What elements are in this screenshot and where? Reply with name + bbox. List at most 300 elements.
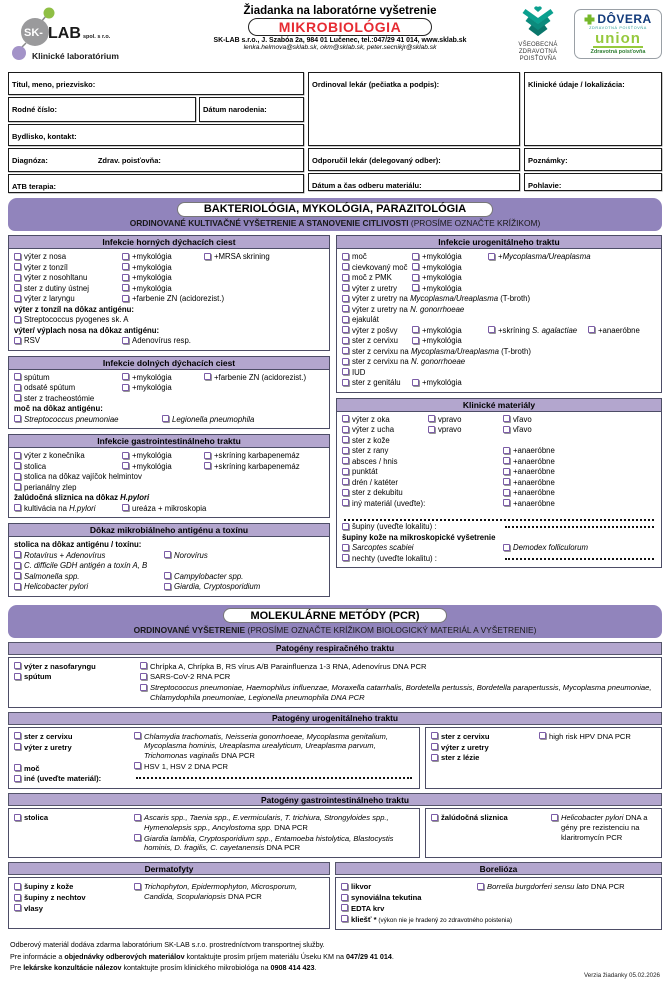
dotted-line — [344, 515, 654, 521]
option-label: výter z nasofaryngu — [24, 661, 96, 671]
option-row — [339, 457, 659, 467]
checkbox[interactable] — [140, 673, 147, 680]
checkbox[interactable] — [122, 295, 129, 302]
checkbox[interactable] — [14, 373, 21, 380]
option-label: výter z uretry na N. gonorrhoeae — [352, 304, 465, 314]
option-row — [11, 483, 327, 493]
option-label: +anaeróbne — [513, 467, 555, 476]
section-title: Dôkaz mikrobiálneho antigénu a toxínu — [9, 524, 329, 537]
field-address-label: Bydlisko, kontakt: — [12, 132, 77, 141]
svg-text:SK-: SK- — [24, 27, 43, 39]
option-label: moč — [24, 763, 40, 773]
checkbox[interactable] — [342, 274, 349, 281]
option-label: výter z ucha — [352, 425, 395, 434]
checkbox[interactable] — [503, 489, 510, 496]
option-label: +anaeróbne — [513, 477, 555, 487]
svg-text:spol. s r.o.: spol. s r.o. — [83, 34, 111, 40]
option-label: +anaeróbne — [598, 325, 640, 335]
option-row — [140, 672, 656, 682]
checkbox[interactable] — [341, 904, 348, 911]
section-title: Infekcie dolných dýchacích ciest — [9, 357, 329, 370]
option-row — [14, 813, 126, 823]
option-row — [14, 662, 132, 672]
checkbox[interactable] — [134, 732, 141, 739]
checkbox[interactable] — [342, 499, 349, 506]
field-atb-label: ATB terapia: — [12, 182, 57, 191]
checkbox[interactable] — [342, 436, 349, 443]
checkbox[interactable] — [428, 415, 435, 422]
sklab-logo — [8, 5, 176, 67]
option-row — [11, 472, 327, 482]
checkbox[interactable] — [14, 263, 21, 270]
option-label: +mykológia — [132, 451, 172, 460]
checkbox[interactable] — [428, 426, 435, 433]
checkbox[interactable] — [431, 754, 438, 761]
checkbox[interactable] — [14, 504, 21, 511]
option-label: stolica — [24, 461, 47, 471]
panel-urogenital — [336, 235, 662, 393]
option-row — [11, 561, 327, 571]
panel-upper-respiratory — [8, 235, 330, 351]
dovera-subtitle: ZDRAVOTNÁ POISŤOVŇA — [589, 26, 647, 30]
checkbox[interactable] — [14, 384, 21, 391]
option-label: ster z rany — [352, 446, 389, 455]
option-row — [339, 305, 659, 315]
option-row — [339, 315, 659, 325]
option-label: odsaté spútum — [24, 383, 76, 392]
option-label: +mykológia — [422, 252, 462, 261]
checkbox[interactable] — [14, 316, 21, 323]
checkbox[interactable] — [122, 384, 129, 391]
checkbox[interactable] — [14, 743, 21, 750]
checkbox[interactable] — [341, 894, 348, 901]
checkbox[interactable] — [204, 253, 211, 260]
checkbox[interactable] — [14, 583, 21, 590]
option-row — [14, 774, 126, 784]
checkbox[interactable] — [134, 834, 141, 841]
checkbox[interactable] — [477, 883, 484, 890]
option-label: +MRSA skrining — [214, 252, 270, 261]
option-label: výter z nosohltanu — [24, 273, 88, 282]
checkbox[interactable] — [164, 572, 171, 579]
option-row — [431, 743, 531, 753]
option-label: +mykológia — [422, 262, 462, 272]
option-label: punktát — [352, 467, 378, 476]
bacteriology-banner — [8, 198, 662, 231]
option-row — [339, 347, 659, 357]
form-version: Verzia žiadanky 05.02.2026 — [583, 972, 660, 980]
field-doctor-label: Ordinoval lekár (pečiatka a podpis): — [312, 80, 440, 89]
checkbox[interactable] — [140, 662, 147, 669]
pcr-gastro-left-box — [8, 808, 420, 858]
field-atb-therapy[interactable] — [8, 174, 304, 193]
checkbox[interactable] — [164, 551, 171, 558]
option-row — [11, 315, 327, 325]
vzp-icon — [516, 5, 560, 37]
option-row — [341, 914, 513, 926]
checkbox[interactable] — [14, 894, 21, 901]
checkbox[interactable] — [204, 373, 211, 380]
section-title: Infekcie urogenitálneho traktu — [337, 236, 661, 249]
checkbox[interactable] — [431, 814, 438, 821]
checkbox[interactable] — [342, 426, 349, 433]
option-row — [11, 273, 327, 283]
panel-lower-respiratory — [8, 356, 330, 430]
checkbox[interactable] — [503, 426, 510, 433]
option-row — [339, 263, 659, 273]
checkbox[interactable] — [14, 764, 21, 771]
option-label: +farbenie ZN (acidorezist.) — [214, 372, 307, 382]
checkbox[interactable] — [14, 883, 21, 890]
field-ordering-doctor[interactable] — [308, 72, 520, 146]
option-row — [11, 305, 327, 315]
option-row — [11, 326, 327, 336]
checkbox[interactable] — [412, 263, 419, 270]
option-label: vľavo — [513, 414, 532, 424]
field-birth-date-label: Dátum narodenia: — [203, 105, 267, 114]
option-label: +mykológia — [132, 273, 172, 282]
option-label: iné (uveďte materiál): — [24, 774, 102, 784]
checkbox[interactable] — [412, 379, 419, 386]
option-row — [339, 357, 659, 367]
option-row — [134, 732, 414, 761]
panel-antigen-toxin — [8, 523, 330, 597]
field-birth-date[interactable] — [199, 97, 304, 122]
checkbox[interactable] — [342, 379, 349, 386]
option-label: Adenovírus resp. — [132, 336, 191, 345]
field-name-label: Titul, meno, priezvisko: — [12, 80, 96, 89]
checkbox[interactable] — [342, 489, 349, 496]
option-row — [11, 252, 327, 262]
checkbox[interactable] — [122, 452, 129, 459]
checkbox[interactable] — [204, 462, 211, 469]
checkbox[interactable] — [341, 883, 348, 890]
pcr-respiratory-title: Patogény respiračného traktu — [8, 642, 662, 655]
option-label: C. difficile GDH antigén a toxín A, B — [24, 561, 148, 570]
dotted-line — [505, 522, 654, 528]
option-label: výter z uretry na Mycoplasma/Ureaplasma (T-broth) — [352, 294, 531, 303]
checkbox[interactable] — [342, 316, 349, 323]
header-center — [176, 5, 504, 51]
pcr-urogenital-group — [8, 712, 662, 790]
checkbox[interactable] — [122, 274, 129, 281]
checkbox[interactable] — [164, 583, 171, 590]
pcr-dermatophytes-box — [8, 877, 330, 929]
checkbox[interactable] — [134, 883, 141, 890]
checkbox[interactable] — [539, 732, 546, 739]
checkbox[interactable] — [14, 253, 21, 260]
option-row — [431, 753, 531, 763]
section-title: Klinické materiály — [337, 399, 661, 412]
checkbox[interactable] — [341, 915, 348, 922]
option-label: +mykológia — [132, 262, 172, 272]
pcr-urogenital-right-box — [425, 727, 662, 790]
option-row — [11, 572, 327, 582]
checkbox[interactable] — [122, 462, 129, 469]
option-label: +farbenie ZN (acidorezist.) — [132, 294, 225, 303]
checkbox[interactable] — [503, 499, 510, 506]
option-row — [339, 446, 659, 456]
option-label: high risk HPV DNA PCR — [549, 731, 631, 741]
option-label: perianálny zlep — [24, 482, 77, 492]
checkbox[interactable] — [503, 447, 510, 454]
checkbox[interactable] — [14, 732, 21, 739]
option-row — [134, 762, 414, 772]
option-label: +mykológia — [422, 273, 462, 282]
checkbox[interactable] — [14, 284, 21, 291]
field-birth-number-label: Rodné číslo: — [12, 105, 58, 114]
panel-gastrointestinal — [8, 434, 330, 518]
field-collection-label: Dátum a čas odberu materiálu: — [312, 181, 422, 190]
checkbox[interactable] — [342, 347, 349, 354]
checkbox[interactable] — [14, 483, 21, 490]
option-row — [134, 773, 414, 779]
option-row — [140, 662, 656, 672]
option-row — [339, 522, 659, 532]
checkbox[interactable] — [342, 457, 349, 464]
field-address[interactable] — [8, 124, 304, 146]
option-row — [11, 373, 327, 383]
bacteriology-banner-subtitle: ORDINOVANÉ KULTIVAČNÉ VYŠETRENIE A STANOVENIE CITLIVOSTI (PROSÍME OZNAČTE KRÍŽIKOM) — [129, 218, 541, 228]
field-collection-datetime[interactable] — [308, 173, 520, 191]
checkbox[interactable] — [134, 814, 141, 821]
option-row — [11, 551, 327, 561]
footer-line-1: Odberový materiál dodáva zdarma laboratórium SK-LAB s.r.o. prostredníctvom transportnej služby. — [10, 940, 325, 950]
option-label: ster z cervixu na N. gonorrhoeae — [352, 357, 466, 366]
option-label: výter z uretry — [352, 283, 398, 293]
program-badge: MIKROBIOLÓGIA — [248, 18, 432, 36]
checkbox[interactable] — [122, 253, 129, 260]
option-row — [339, 554, 659, 564]
checkbox[interactable] — [551, 814, 558, 821]
checkbox[interactable] — [134, 762, 141, 769]
footer-line-2: Pre informácie a objednávky odberových materiálov kontaktujte prosím príjem materiálu Úseku KM na 047/29 41 014. — [10, 951, 394, 961]
checkbox[interactable] — [14, 572, 21, 579]
checkbox[interactable] — [14, 337, 21, 344]
option-label: šupiny (uveďte lokalitu) : — [352, 522, 437, 531]
checkbox[interactable] — [14, 904, 21, 911]
option-label: ster z cervixu — [24, 731, 73, 741]
pcr-banner — [8, 605, 662, 638]
option-row — [14, 672, 132, 682]
checkbox[interactable] — [342, 554, 349, 561]
option-label: Salmonella spp. — [24, 571, 80, 581]
checkbox[interactable] — [122, 504, 129, 511]
checkbox[interactable] — [14, 814, 21, 821]
pcr-derma-borrelia-row — [8, 862, 662, 930]
option-row — [431, 732, 531, 742]
option-label: +Mycoplasma/Ureaplasma — [498, 252, 591, 261]
checkbox[interactable] — [431, 732, 438, 739]
option-label: +anaeróbne — [513, 456, 555, 466]
option-row — [11, 582, 327, 592]
option-label: +mykológia — [422, 378, 462, 387]
field-name[interactable] — [8, 72, 304, 95]
pcr-gastro-title: Patogény gastrointestinálneho traktu — [8, 793, 662, 806]
checkbox[interactable] — [342, 284, 349, 291]
option-label: žalúdočná sliznica — [441, 813, 508, 823]
checkbox[interactable] — [122, 337, 129, 344]
checkbox[interactable] — [162, 415, 169, 422]
vzp-text: VŠEOBECNÁ ZDRAVOTNÁ POISŤOVŇA — [518, 42, 558, 62]
option-label: Giardia lamblia, Cryptosporidium spp., Entamoeba histolytica, Blastocystis hominis, D. fragilis, C. cayetanensis DNA PCR — [144, 833, 394, 853]
field-diagnosis[interactable] — [8, 148, 304, 172]
checkbox[interactable] — [503, 544, 510, 551]
field-sex[interactable] — [524, 173, 662, 191]
option-row — [11, 394, 327, 404]
checkbox[interactable] — [342, 478, 349, 485]
checkbox[interactable] — [412, 274, 419, 281]
option-label: +anaeróbne — [513, 488, 555, 497]
checkbox[interactable] — [342, 263, 349, 270]
checkbox[interactable] — [342, 415, 349, 422]
option-label: +mykológia — [132, 383, 172, 392]
option-label: Giardia, Cryptosporidium — [174, 582, 261, 591]
option-label: ureáza + mikroskopia — [132, 503, 207, 513]
checkbox[interactable] — [14, 274, 21, 281]
option-label: Norovírus — [174, 550, 208, 560]
option-row — [339, 533, 659, 543]
option-label: vpravo — [438, 414, 462, 424]
option-label: ster z dekubitu — [352, 488, 403, 497]
option-row — [339, 326, 659, 336]
option-label: Streptococcus pneumoniae, Haemophilus influenzae, Moraxella catarrhalis, Bordetella pertussis, Bordetella parapertussis, Mycoplasma pneumoniae, Chlamydophila pneumoniae, Legionella pneumophila DNA PCR — [150, 683, 652, 702]
checkbox[interactable] — [14, 551, 21, 558]
checkbox[interactable] — [14, 462, 21, 469]
option-row — [11, 493, 327, 503]
checkbox[interactable] — [342, 447, 349, 454]
option-label: výter z pošvy — [352, 325, 398, 335]
field-clinical-label: Klinické údaje / lokalizácia: — [528, 80, 625, 89]
option-row — [11, 294, 327, 304]
option-label: +mykológia — [422, 336, 462, 345]
field-clinical-data[interactable] — [524, 72, 662, 146]
checkbox[interactable] — [412, 284, 419, 291]
field-referring-doctor[interactable] — [308, 148, 520, 171]
option-label: Legionella pneumophila — [172, 414, 255, 424]
checkbox[interactable] — [412, 337, 419, 344]
option-row — [339, 515, 659, 521]
field-sex-label: Pohlavie: — [528, 181, 562, 190]
checkbox[interactable] — [14, 562, 21, 569]
svg-text:Klinické laboratórium: Klinické laboratórium — [32, 51, 119, 61]
checkbox[interactable] — [14, 473, 21, 480]
option-row — [339, 499, 659, 509]
checkbox[interactable] — [14, 662, 21, 669]
checkbox[interactable] — [14, 295, 21, 302]
pcr-banner-title: MOLEKULÁRNE METÓDY (PCR) — [223, 608, 446, 623]
option-row — [140, 683, 656, 702]
pcr-gastro-right-box — [425, 808, 662, 858]
checkbox[interactable] — [342, 544, 349, 551]
option-row — [339, 543, 659, 553]
pcr-gastro-group — [8, 793, 662, 858]
checkbox[interactable] — [342, 358, 349, 365]
checkbox[interactable] — [342, 253, 349, 260]
checkbox[interactable] — [14, 673, 21, 680]
option-row — [11, 504, 327, 514]
checkbox[interactable] — [14, 415, 21, 422]
option-label: Borrelia burgdorferi sensu lato DNA PCR — [487, 882, 625, 892]
option-label: Streptococcus pneumoniae — [24, 414, 119, 424]
checkbox[interactable] — [503, 478, 510, 485]
option-label: ster z genitálu — [352, 378, 401, 387]
lab-address: SK-LAB s.r.o., J. Szabóa 2a, 984 01 Lučenec, tel.:047/29 41 014, www.sklab.sk — [213, 37, 467, 44]
field-birth-number[interactable] — [8, 97, 196, 122]
pcr-borreliosis-box — [335, 877, 662, 930]
option-row — [134, 834, 414, 853]
checkbox[interactable] — [503, 415, 510, 422]
option-label: +anaeróbne — [513, 498, 555, 508]
checkbox[interactable] — [503, 457, 510, 464]
option-row — [339, 436, 659, 446]
option-label: výter z uretry — [24, 742, 72, 752]
dotted-line — [505, 554, 654, 560]
option-label: moč na dôkaz antigénu: — [14, 404, 103, 413]
option-label: stolica na dôkaz vajíčok helmintov — [24, 472, 142, 481]
checkbox[interactable] — [588, 326, 595, 333]
checkbox[interactable] — [342, 468, 349, 475]
option-row — [431, 813, 543, 823]
checkbox[interactable] — [412, 253, 419, 260]
option-label: Chrípka A, Chrípka B, RS vírus A/B Parainfluenza 1-3 RNA, Adenovírus DNA PCR — [150, 661, 427, 671]
checkbox[interactable] — [412, 326, 419, 333]
checkbox[interactable] — [14, 394, 21, 401]
checkbox[interactable] — [342, 326, 349, 333]
option-label: +mykológia — [132, 252, 172, 261]
option-label: vpravo — [438, 425, 462, 434]
checkbox[interactable] — [342, 523, 349, 530]
option-label: šupiny z kože — [24, 882, 74, 892]
option-label: +anaeróbne — [513, 446, 555, 455]
option-row — [339, 415, 659, 425]
checkbox[interactable] — [122, 284, 129, 291]
option-row — [11, 451, 327, 461]
option-row — [339, 378, 659, 388]
checkbox[interactable] — [342, 368, 349, 375]
field-diagnosis-label: Diagnóza: — [12, 156, 48, 165]
option-label: Helicobacter pylori DNA a gény pre rezistenciu na klaritromycín PCR — [561, 813, 648, 842]
bacteriology-banner-title: BAKTERIOLÓGIA, MYKOLÓGIA, PARAZITOLÓGIA — [177, 202, 493, 217]
panel-clinical-materials — [336, 398, 662, 569]
checkbox[interactable] — [204, 452, 211, 459]
checkbox[interactable] — [122, 373, 129, 380]
checkbox[interactable] — [488, 326, 495, 333]
checkbox[interactable] — [431, 743, 438, 750]
option-row — [339, 294, 659, 304]
option-label: ejakulát — [352, 315, 379, 324]
checkbox[interactable] — [342, 295, 349, 302]
option-label: Streptococcus pyogenes sk. A — [24, 315, 129, 324]
pcr-dermatophytes-title: Dermatofyty — [8, 862, 330, 875]
option-row — [341, 882, 469, 892]
option-label: výter z konečníka — [24, 451, 85, 460]
checkbox[interactable] — [122, 263, 129, 270]
checkbox[interactable] — [503, 468, 510, 475]
checkbox[interactable] — [140, 684, 147, 691]
option-row — [539, 732, 656, 742]
option-row — [11, 415, 327, 425]
field-notes[interactable] — [524, 148, 662, 171]
checkbox[interactable] — [14, 452, 21, 459]
option-label: šupiny z nechtov — [24, 893, 86, 903]
dovera-cross-icon — [584, 14, 595, 25]
checkbox[interactable] — [342, 305, 349, 312]
checkbox[interactable] — [14, 775, 21, 782]
checkbox[interactable] — [342, 337, 349, 344]
option-row — [11, 462, 327, 472]
checkbox[interactable] — [488, 253, 495, 260]
